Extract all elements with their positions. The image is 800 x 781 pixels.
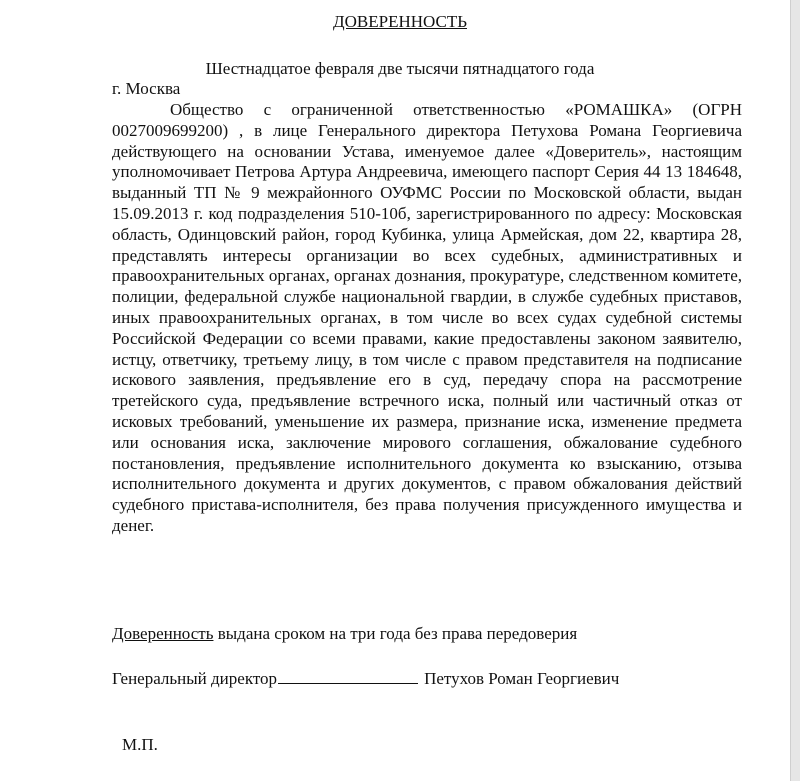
signature-line: [112, 667, 619, 689]
validity-text: выдана сроком на три года без права передоверия: [213, 624, 578, 643]
city-line: г. Москва: [112, 79, 181, 98]
signature-role: Генеральный директор: [112, 669, 278, 688]
signature-blank: [278, 667, 418, 684]
validity-line: [112, 624, 577, 644]
signature-name: Петухов Роман Георгиевич: [424, 669, 620, 688]
document-body: Общество с ограниченной ответственностью «РОМАШКА» (ОГРН 0027009699200) , в лице Генерального директора Петухова Романа Георгиевича действующего на основании Устава, именуемое далее «Доверитель», настоящим уполномочивает Петрова Артура Андреевича, имеющего паспорт Серия 44 13 184648, выданный ТП № 9 межрайонного ОУФМС России по Московской области, выдан 15.09.2013 г. код подразделения 510-10б, зарегистрированного по адресу: Московская область, Одинцовский район, город Кубинка, улица Армейская, дом 22, квартира 28, представлять интересы организации во всех судебных, административных и правоохранительных органах, органах дознания, прокуратуре, следственном комитете, полиции, федеральной службе национальной гвардии, в службе судебных приставов, иных правоохранительных органах, в том числе во всех судах судебной системы Российской Федерации со всеми правами, какие предоставлены законом заявителю, истцу, ответчику, третьему лицу, в том числе с правом представителя на подписание искового заявления, предъявление его в суд, передачу спора на рассмотрение третейского суда, предъявление встречного иска, полный или частичный отказ от исковых требований, уменьшение их размера, признание иска, изменение предмета или основания иска, заключение мирового соглашения, обжалование судебного постановления, предъявление исполнительного документа ко взысканию, отзыва исполнительного документа и других документов, с правом обжалования действий судебного пристава-исполнителя, без права получения присужденного имущества и денег.: [112, 100, 742, 535]
page-edge: [790, 0, 800, 781]
stamp-label: М.П.: [122, 735, 158, 754]
document-title: ДОВЕРЕННОСТЬ: [333, 12, 467, 31]
validity-underlined: Доверенность: [112, 624, 214, 643]
date-line: Шестнадцатое февраля две тысячи пятнадцатого года: [205, 59, 595, 78]
